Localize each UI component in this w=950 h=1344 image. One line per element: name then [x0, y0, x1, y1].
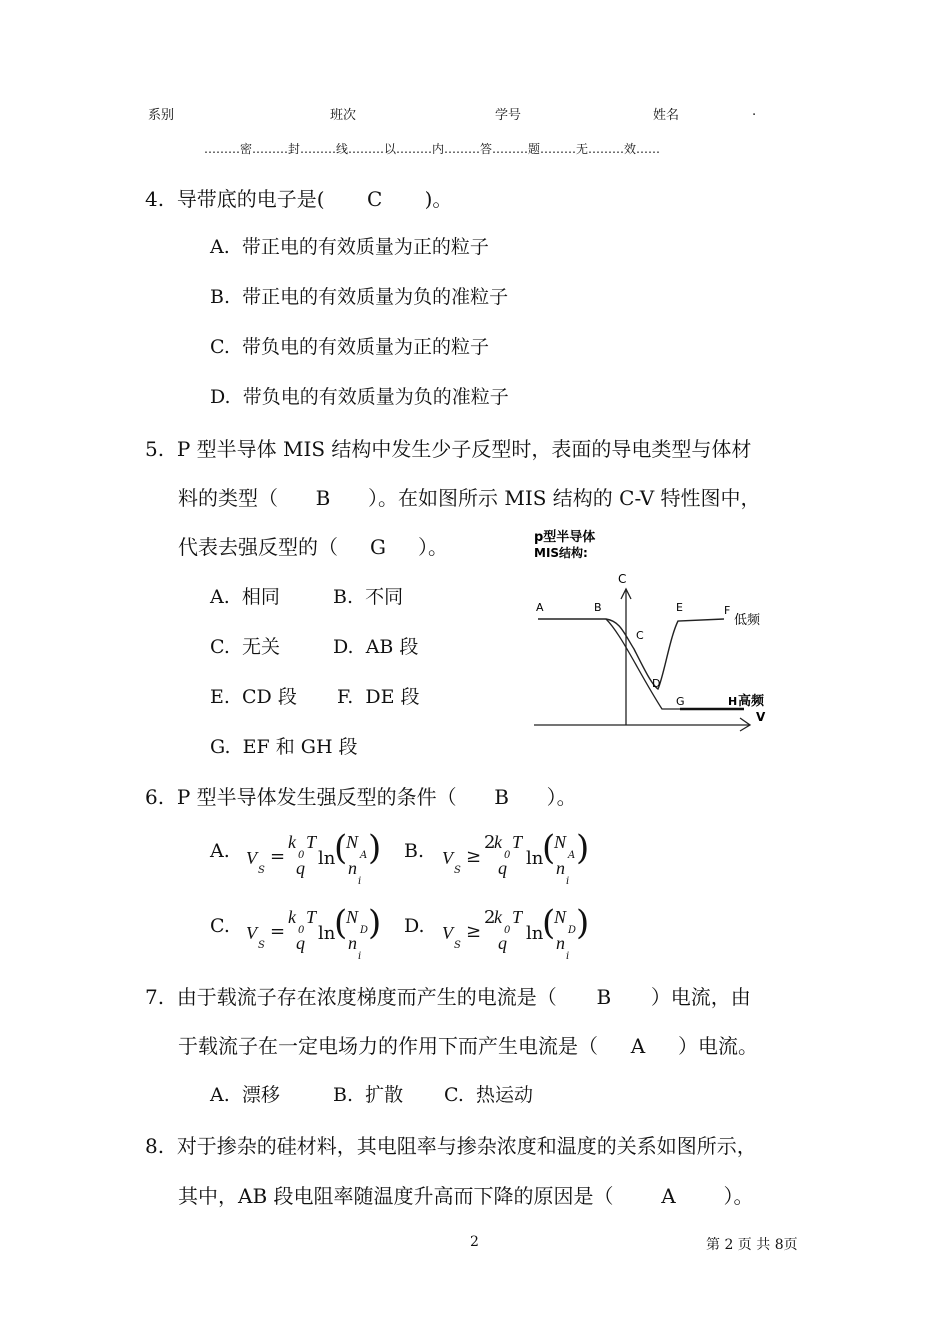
option-5c: [210, 632, 280, 659]
formula-v: V: [442, 923, 453, 943]
formula-t: T: [306, 907, 317, 927]
question-text: 代表去强反型的（: [178, 535, 338, 559]
option-text: 带正电的有效质量为负的准粒子: [242, 286, 509, 308]
formula-left-paren: (: [334, 828, 348, 868]
high-frequency-label: 高频: [738, 694, 765, 709]
formula-right-paren: ): [576, 903, 590, 943]
option-letter: G.: [210, 736, 231, 758]
option-5f: [337, 682, 420, 709]
option-5d: [333, 632, 418, 659]
formula-relation: ≥: [466, 921, 482, 942]
point-label-f: F: [724, 604, 731, 617]
question-5-line1: [145, 433, 751, 462]
formula-coefficient: 2: [484, 907, 496, 928]
formula-q: q: [498, 933, 507, 953]
y-axis-label: C: [618, 572, 627, 586]
question-text: 对于掺杂的硅材料，其电阻率与掺杂浓度和温度的关系如图所示，: [176, 1134, 757, 1158]
formula-n-upper-sub: A: [360, 850, 368, 861]
option-5b: [333, 582, 403, 609]
option-letter: D.: [210, 386, 231, 408]
formula-n-upper: N: [346, 832, 359, 852]
option-text: CD 段: [242, 686, 297, 708]
question-text: 导带底的电子是(: [176, 187, 325, 211]
formula-ln: ln: [526, 848, 544, 869]
formula-left-paren: (: [542, 828, 556, 868]
formula-v-sub: S: [454, 940, 461, 951]
formula-q: q: [296, 858, 305, 878]
option-letter: B.: [333, 586, 354, 608]
formula-k-sub: 0: [504, 925, 511, 936]
formula-n-lower: n: [348, 858, 357, 878]
formula-k-sub: 0: [298, 925, 305, 936]
question-text: ）。: [418, 535, 448, 559]
formula-ln: ln: [318, 923, 336, 944]
question-number: 7.: [145, 985, 165, 1009]
option-4b: [210, 282, 508, 309]
option-text: 热运动: [476, 1084, 534, 1106]
formula-left-paren: (: [334, 903, 348, 943]
question-text-end: )。: [424, 187, 453, 211]
formula-k: k: [288, 907, 296, 927]
option-text: AB 段: [365, 636, 419, 658]
formula-n-lower: n: [348, 933, 357, 953]
formula-relation: =: [270, 921, 286, 942]
formula-coefficient: 2: [484, 832, 496, 853]
formula-v: V: [246, 923, 257, 943]
point-label-c: C: [636, 629, 644, 642]
option-letter: C.: [444, 1084, 464, 1106]
name-label: 姓名: [653, 108, 680, 123]
option-letter: F.: [337, 686, 354, 708]
formula-relation: =: [270, 846, 286, 867]
point-label-g: G: [676, 695, 685, 708]
point-label-a: A: [536, 601, 544, 614]
page-info: 第 2 页 共 8页: [706, 1237, 798, 1253]
question-text: P 型半导体发生强反型的条件（: [176, 785, 457, 809]
question-text: ）。在如图所示 MIS 结构的 C-V 特性图中，: [368, 486, 761, 510]
formula-k: k: [494, 832, 502, 852]
student-id-label: 学号: [495, 108, 522, 123]
formula-n-upper-sub: D: [568, 925, 577, 936]
formula-q: q: [498, 858, 507, 878]
option-text: 不同: [365, 586, 404, 608]
option-letter: C.: [210, 336, 230, 358]
option-4c: [210, 332, 489, 359]
formula-t: T: [512, 832, 523, 852]
formula-right-paren: ): [368, 903, 382, 943]
point-label-d: D: [652, 677, 661, 690]
question-text: 由于载流子存在浓度梯度而产生的电流是（: [176, 985, 557, 1009]
formula-n-upper: N: [554, 907, 567, 927]
question-text: 于载流子在一定电场力的作用下而产生电流是（: [178, 1034, 598, 1058]
question-4: [145, 183, 452, 212]
answer: A: [630, 1034, 646, 1058]
formula-k: k: [288, 832, 296, 852]
option-7b: [333, 1080, 403, 1107]
option-text: DE 段: [365, 686, 420, 708]
question-text: 料的类型（: [178, 486, 278, 510]
question-7-line2: [178, 1030, 758, 1059]
formula-k-sub: 0: [298, 850, 305, 861]
low-frequency-curve: [538, 619, 724, 689]
cv-characteristic-figure: [530, 525, 780, 740]
name-end-mark: .: [752, 104, 757, 119]
option-letter: C.: [210, 636, 230, 658]
question-number: 6.: [145, 785, 165, 809]
low-frequency-label: 低频: [734, 613, 761, 628]
formula-left-paren: (: [542, 903, 556, 943]
formula-ln: ln: [526, 923, 544, 944]
formula-n-lower: n: [556, 858, 565, 878]
option-text: 带正电的有效质量为正的粒子: [241, 236, 489, 258]
option-text: 漂移: [241, 1084, 280, 1106]
figure-title-line2: MIS结构:: [534, 546, 588, 560]
point-label-e: E: [676, 601, 683, 614]
question-8-line1: [145, 1130, 757, 1159]
point-label-h: H: [728, 695, 738, 708]
option-7a: [210, 1080, 280, 1107]
question-number: 8.: [145, 1134, 165, 1158]
option-text: 扩散: [365, 1084, 404, 1106]
formula-v-sub: S: [454, 865, 461, 876]
formula-right-paren: ): [576, 828, 590, 868]
formula-n-lower-sub: i: [358, 876, 362, 887]
question-text: ）。: [723, 1184, 754, 1208]
option-letter: E.: [210, 686, 230, 708]
question-number: 5.: [145, 437, 165, 461]
option-letter: D.: [404, 915, 425, 937]
option-letter: B.: [404, 840, 425, 862]
option-text: EF 和 GH 段: [242, 736, 358, 758]
answer: C: [366, 187, 383, 211]
option-text: 无关: [242, 636, 281, 658]
option-letter: B.: [210, 286, 231, 308]
option-text: 带负电的有效质量为正的粒子: [242, 336, 490, 358]
formula-n-lower-sub: i: [566, 876, 570, 887]
formula-n-upper-sub: D: [360, 925, 369, 936]
point-label-b: B: [594, 601, 602, 614]
formula-right-paren: ): [368, 828, 382, 868]
x-axis-label: V: [756, 710, 766, 724]
option-letter: A.: [210, 236, 230, 258]
seal-line: ………密………封………线………以………内………答………题………无………效……: [204, 142, 661, 156]
class-label: 班次: [330, 108, 357, 123]
figure-title-line1: p型半导体: [534, 530, 596, 545]
formula-n-lower-sub: i: [566, 951, 570, 962]
formula-ln: ln: [318, 848, 336, 869]
option-5e: [210, 682, 297, 709]
option-letter: D.: [333, 636, 354, 658]
question-number: 4.: [145, 187, 165, 211]
question-text: ）电流。: [678, 1034, 758, 1058]
question-text: ）。: [546, 785, 577, 809]
answer: B: [494, 785, 509, 809]
page-number: 2: [470, 1234, 479, 1250]
question-6: [145, 781, 577, 810]
formula-n-upper: N: [346, 907, 359, 927]
answer: B: [596, 985, 612, 1009]
formula-k: k: [494, 907, 502, 927]
formula-n-upper-sub: A: [568, 850, 576, 861]
formula-n-lower-sub: i: [358, 951, 362, 962]
formula-v: V: [246, 848, 257, 868]
option-7c: [444, 1080, 533, 1107]
question-text: ）电流，由: [650, 985, 751, 1009]
option-5g: [210, 732, 358, 759]
option-letter: B.: [333, 1084, 354, 1106]
question-8-line2: [178, 1180, 754, 1209]
question-text: P 型半导体 MIS 结构中发生少子反型时，表面的导电类型与体材: [176, 437, 752, 461]
option-4a: [210, 232, 489, 259]
option-letter: C.: [210, 915, 230, 937]
option-letter: A.: [210, 840, 230, 862]
answer: A: [661, 1184, 676, 1208]
option-5a: [210, 582, 280, 609]
formula-t: T: [306, 832, 317, 852]
option-text: 带负电的有效质量为负的准粒子: [242, 386, 509, 408]
formula-n-upper: N: [554, 832, 567, 852]
question-5-line3: [178, 531, 448, 560]
formula-n-lower: n: [556, 933, 565, 953]
question-5-line2: [178, 482, 761, 511]
formula-k-sub: 0: [504, 850, 511, 861]
answer: B: [315, 486, 331, 510]
formula-v-sub: S: [258, 865, 265, 876]
dept-label: 系别: [148, 108, 175, 123]
formula-q: q: [296, 933, 305, 953]
formula-t: T: [512, 907, 523, 927]
option-4d: [210, 382, 509, 409]
formula-relation: ≥: [466, 846, 482, 867]
option-text: 相同: [241, 586, 280, 608]
option-letter: A.: [210, 586, 230, 608]
answer: G: [370, 535, 386, 559]
question-7-line1: [145, 981, 751, 1010]
question-text: 其中，AB 段电阻率随温度升高而下降的原因是（: [178, 1184, 614, 1208]
option-letter: A.: [210, 1084, 230, 1106]
formula-v-sub: S: [258, 940, 265, 951]
formula-v: V: [442, 848, 453, 868]
